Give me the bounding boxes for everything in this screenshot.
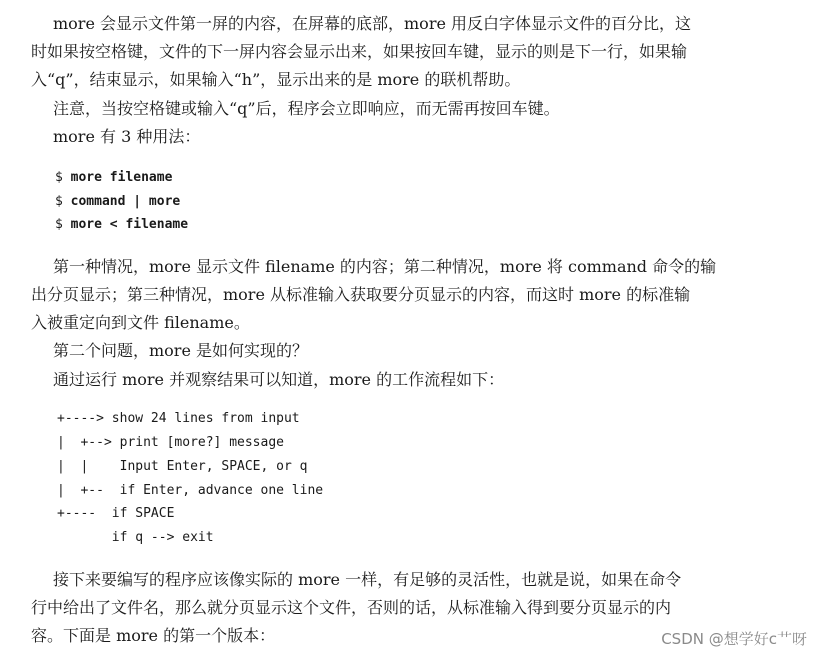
command: command | more: [70, 194, 181, 209]
flow-line: [57, 505, 174, 523]
paragraph-line: 第一种情况，more 显示文件 filename 的内容；第二种情况，more 将 command 命令的输: [53, 257, 717, 276]
csdn-watermark: CSDN @想学好c艹呀: [661, 630, 807, 648]
prompt: $: [55, 194, 63, 209]
prompt: $: [55, 217, 63, 232]
flow-line: [57, 482, 323, 500]
usage-line: [55, 169, 172, 187]
flow-line: [57, 529, 214, 547]
flow-text: Input Enter, SPACE, or q: [119, 459, 308, 474]
usage-line: [55, 193, 180, 211]
flow-text: if Enter, advance one line: [119, 483, 324, 498]
paragraph-line: more 有 3 种用法：: [53, 127, 201, 146]
paragraph-line: 容。下面是 more 的第一个版本：: [31, 626, 276, 645]
flow-line: [57, 410, 300, 428]
flow-text: print [more?] message: [119, 435, 284, 450]
flow-text: show 24 lines from input: [111, 411, 300, 426]
flow-text: if SPACE: [111, 506, 175, 521]
paragraph-line: 第二个问题，more 是如何实现的？: [53, 341, 309, 360]
paragraph-line: 入被重定向到文件 filename。: [31, 313, 250, 332]
flow-arrow: +---->: [57, 411, 112, 426]
flow-line: [57, 434, 284, 452]
paragraph-line: 注意，当按空格键或输入“q”后，程序会立即响应，而无需再按回车键。: [53, 99, 560, 118]
usage-line: [55, 216, 188, 234]
command: more < filename: [70, 217, 189, 232]
paragraph-line: 时如果按空格键，文件的下一屏内容会显示出来，如果按回车键，显示的则是下一行，如果输: [31, 42, 688, 61]
paragraph-line: 通过运行 more 并观察结果可以知道，more 的工作流程如下：: [53, 370, 505, 389]
flow-text: if q --> exit: [111, 530, 214, 545]
paragraph-line: 入“q”，结束显示，如果输入“h”，显示出来的是 more 的联机帮助。: [31, 70, 521, 89]
paragraph-line: 接下来要编写的程序应该像实际的 more 一样，有足够的灵活性，也就是说，如果在命令: [53, 570, 682, 589]
paragraph-line: 行中给出了文件名，那么就分页显示这个文件，否则的话，从标准输入得到要分页显示的内: [31, 598, 672, 617]
prompt: $: [55, 170, 63, 185]
flow-arrow: | +--: [57, 483, 120, 498]
paragraph-line: more 会显示文件第一屏的内容，在屏幕的底部，more 用反白字体显示文件的百分比，这: [53, 14, 692, 33]
flow-arrow: | |: [57, 459, 120, 474]
command: more filename: [70, 170, 173, 185]
flow-line: [57, 458, 307, 476]
flow-arrow: [57, 530, 112, 545]
paragraph-line: 出分页显示；第三种情况，more 从标准输入获取要分页显示的内容，而这时 more 的标准输: [31, 285, 691, 304]
flow-arrow: +----: [57, 506, 112, 521]
flow-arrow: | +-->: [57, 435, 120, 450]
